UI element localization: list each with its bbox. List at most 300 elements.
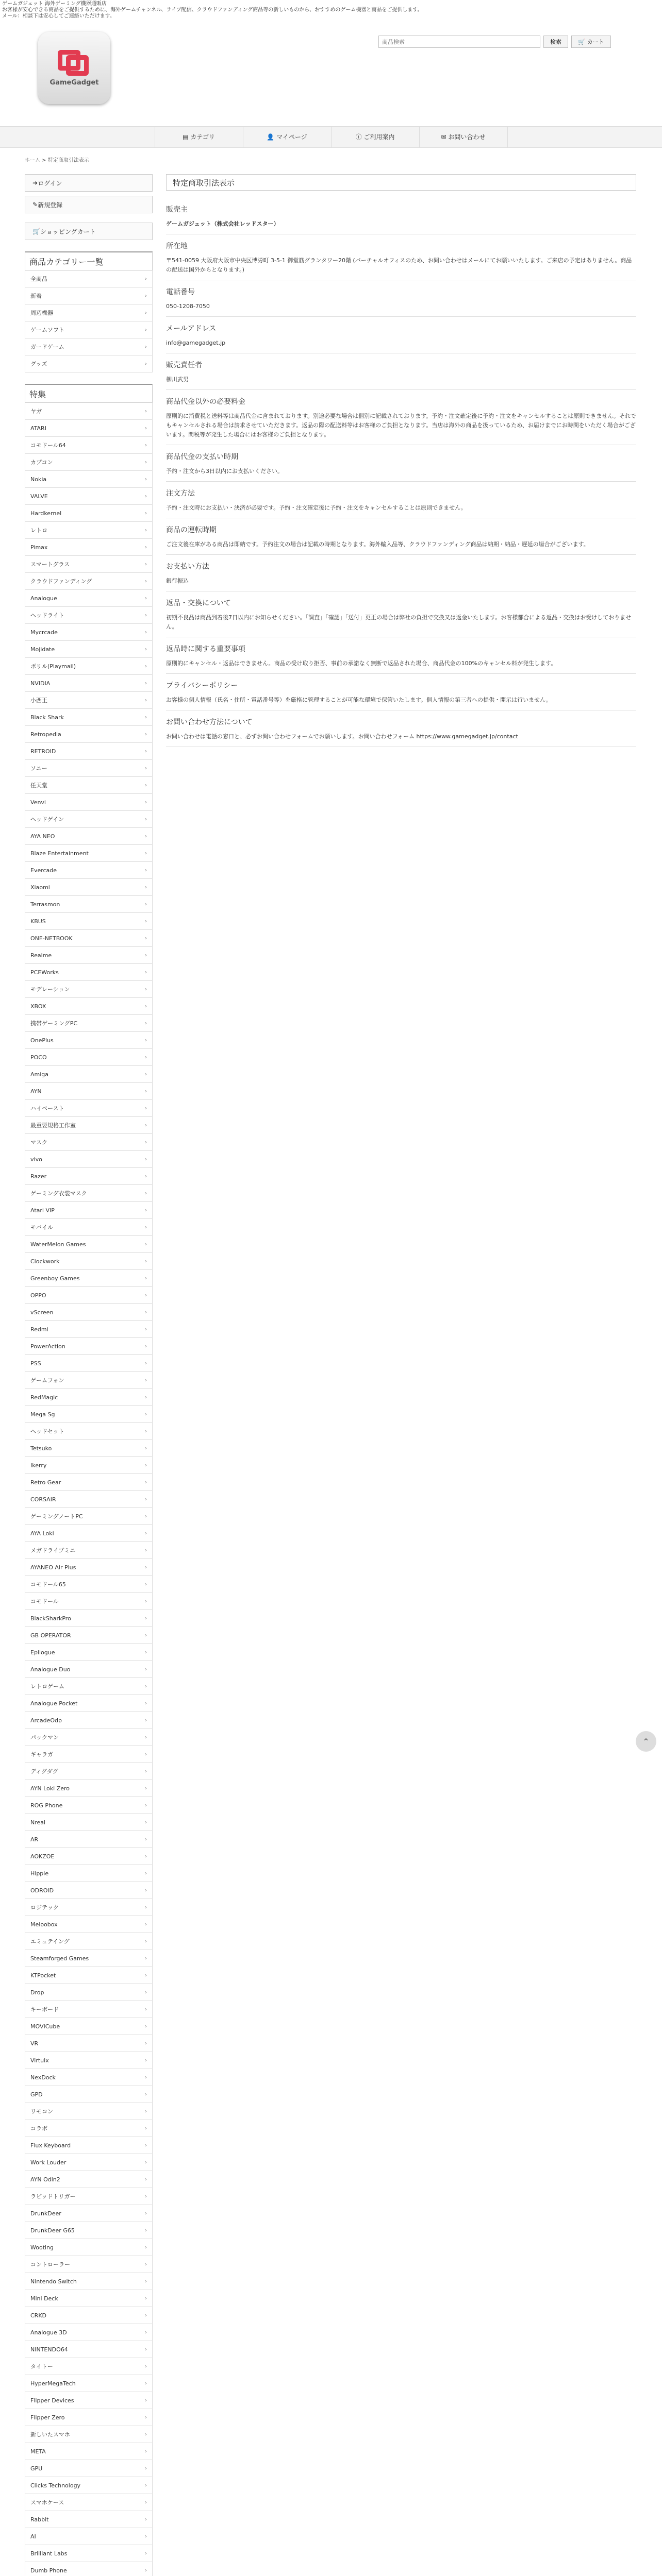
sidebar-item[interactable] [25, 2137, 153, 2154]
sidebar-item-label: モバイル [30, 1224, 53, 1231]
sidebar-item[interactable] [25, 1661, 153, 1678]
sidebar-item[interactable] [25, 2069, 153, 2086]
sidebar-item[interactable] [25, 1508, 153, 1525]
section-heading: 返品時に関する重要事項 [166, 645, 245, 653]
section-text: info@gamegadget.jp [166, 340, 226, 346]
sidebar-item[interactable] [25, 1406, 153, 1423]
chevron-right-icon: › [145, 2550, 147, 2556]
sidebar-item[interactable] [25, 1049, 153, 1066]
sidebar-item-label: コントローラー [30, 2261, 70, 2268]
law-sections [166, 198, 636, 747]
chevron-right-icon: › [145, 1717, 147, 1723]
sidebar-item-label: Epilogue [30, 1649, 55, 1656]
chevron-right-icon: › [145, 2482, 147, 2488]
chevron-right-icon: › [145, 1581, 147, 1587]
sidebar-item[interactable] [25, 2528, 153, 2545]
sidebar-item[interactable] [25, 2290, 153, 2307]
sidebar-item[interactable] [25, 1814, 153, 1831]
sidebar-item[interactable] [25, 2307, 153, 2324]
sidebar-item[interactable] [25, 556, 153, 573]
sidebar-item[interactable] [25, 709, 153, 726]
sidebar-item[interactable] [25, 2120, 153, 2137]
sidebar-item[interactable] [25, 947, 153, 964]
chevron-right-icon: › [145, 1020, 147, 1026]
sidebar-item-label: ガードゲーム [30, 344, 64, 350]
chevron-right-icon: › [145, 293, 147, 299]
chevron-right-icon: › [145, 1445, 147, 1451]
chevron-right-icon: › [145, 1207, 147, 1213]
sidebar-item[interactable] [25, 1270, 153, 1287]
section-text: 予約・注文から3日以内にお支払いください。 [166, 468, 283, 474]
chevron-right-icon: › [145, 408, 147, 414]
sidebar-item[interactable] [25, 2086, 153, 2103]
sidebar-item[interactable] [25, 304, 153, 321]
register-label: 新規登録 [38, 201, 63, 209]
chevron-right-icon: › [145, 1275, 147, 1281]
sidebar-item[interactable] [25, 692, 153, 709]
sidebar-item-label: Work Louder [30, 2159, 67, 2166]
law-section [166, 353, 636, 390]
sidebar-item-label: ROG Phone [30, 1802, 63, 1809]
sidebar-item[interactable] [25, 2545, 153, 2562]
sidebar-item-label: CORSAIR [30, 1496, 56, 1503]
sidebar-item[interactable] [25, 2222, 153, 2239]
sidebar-item[interactable] [25, 760, 153, 777]
sidebar-item-label: グッズ [30, 361, 47, 367]
chevron-right-icon: › [145, 2346, 147, 2352]
shopping-cart-button[interactable] [25, 223, 153, 240]
sidebar-item[interactable] [25, 1032, 153, 1049]
cart-button[interactable] [571, 36, 611, 48]
sidebar-item[interactable] [25, 270, 153, 287]
sidebar-item[interactable] [25, 981, 153, 998]
sidebar-item[interactable] [25, 338, 153, 355]
chevron-right-icon: › [145, 425, 147, 431]
law-section [166, 390, 636, 445]
sidebar-item[interactable] [25, 471, 153, 488]
sidebar-item[interactable] [25, 522, 153, 539]
sidebar-item[interactable] [25, 590, 153, 607]
sidebar-item-label: ヘッドゲイン [30, 816, 64, 823]
chevron-right-icon: › [145, 2074, 147, 2080]
sidebar-item[interactable] [25, 2188, 153, 2205]
sidebar-item-label: AYA NEO [30, 833, 55, 840]
sidebar-item[interactable] [25, 1984, 153, 2001]
sidebar-item-label: Clicks Technology [30, 2482, 81, 2489]
section-text: お客様の個人情報（氏名・住所・電話番号等）を厳格に管理することが可能な環境で保管いたします。個人情報の第三者への提供・開示は行いません。 [166, 697, 552, 703]
sidebar-item[interactable] [25, 2256, 153, 2273]
chevron-right-icon: › [145, 1190, 147, 1196]
sidebar-item[interactable] [25, 1440, 153, 1457]
cart-icon: 🛒 [578, 38, 585, 45]
sidebar-item-label: VALVE [30, 493, 48, 500]
sidebar-item-label: AOKZOE [30, 1853, 55, 1860]
chevron-right-icon: › [145, 1462, 147, 1468]
sidebar-item-label: Wooting [30, 2244, 54, 2251]
sidebar-item-label: Analogue Pocket [30, 1700, 78, 1707]
sidebar-item[interactable] [25, 607, 153, 624]
law-section [166, 198, 636, 234]
chevron-right-icon: › [145, 544, 147, 550]
sidebar-item[interactable] [25, 2035, 153, 2052]
sidebar-item[interactable] [25, 1338, 153, 1355]
chevron-right-icon: › [145, 1972, 147, 1978]
login-button[interactable] [25, 174, 153, 192]
sidebar-item[interactable] [25, 539, 153, 556]
chevron-right-icon: › [145, 1258, 147, 1264]
sidebar-item[interactable] [25, 845, 153, 862]
chevron-right-icon: › [145, 850, 147, 856]
page-title: 特定商取引法表示 [166, 174, 636, 191]
mail-icon: ✉ [441, 133, 449, 141]
sidebar-item[interactable] [25, 879, 153, 896]
sidebar-item[interactable] [25, 862, 153, 879]
sidebar-item[interactable] [25, 930, 153, 947]
sidebar-item[interactable] [25, 1389, 153, 1406]
sidebar-item[interactable] [25, 2375, 153, 2392]
sidebar-item[interactable] [25, 1644, 153, 1661]
sidebar-item-label: BlackSharkPro [30, 1615, 71, 1622]
top-note [2, 1, 423, 20]
chevron-right-icon: › [145, 442, 147, 448]
law-section [166, 234, 636, 280]
sidebar-item[interactable] [25, 998, 153, 1015]
sidebar-item[interactable] [25, 641, 153, 658]
seller-name: ゲームガジェット（株式会社レッドスター） [166, 221, 279, 227]
sidebar-item[interactable] [25, 1372, 153, 1389]
nav-category[interactable] [155, 127, 243, 147]
nav-guide[interactable] [331, 127, 419, 147]
chevron-right-icon: › [145, 1819, 147, 1825]
sidebar-item[interactable] [25, 1474, 153, 1491]
sidebar-item[interactable] [25, 1593, 153, 1610]
chevron-right-icon: › [145, 2006, 147, 2012]
sidebar-item[interactable] [25, 1117, 153, 1134]
chevron-right-icon: › [145, 2244, 147, 2250]
sidebar-item[interactable] [25, 1848, 153, 1865]
sidebar-item-label: Dumb Phone [30, 2567, 67, 2574]
sidebar-item-label: AYN [30, 1088, 42, 1095]
section-heading: 所在地 [166, 242, 188, 250]
sidebar-item[interactable] [25, 488, 153, 505]
sidebar-item[interactable] [25, 913, 153, 930]
section-text: 銀行振込 [166, 578, 189, 584]
chevron-right-icon: › [145, 2023, 147, 2029]
sidebar-item[interactable] [25, 1627, 153, 1644]
chevron-right-icon: › [145, 2363, 147, 2369]
sidebar-item[interactable] [25, 2494, 153, 2511]
sidebar-item-label: Evercade [30, 867, 57, 874]
sidebar-item-label: カプコン [30, 459, 53, 466]
chevron-right-icon: › [145, 2278, 147, 2284]
sidebar-item[interactable] [25, 2409, 153, 2426]
sidebar-item-label: エミュテイング [30, 1938, 70, 1945]
sidebar-item[interactable] [25, 828, 153, 845]
sidebar-item-label: Ikerry [30, 1462, 47, 1469]
sidebar-item[interactable] [25, 505, 153, 522]
chevron-right-icon: › [145, 1564, 147, 1570]
sidebar-item[interactable] [25, 454, 153, 471]
site-header [0, 0, 662, 116]
chevron-right-icon: › [145, 527, 147, 533]
chevron-right-icon: › [145, 1955, 147, 1961]
chevron-right-icon: › [145, 986, 147, 992]
chevron-right-icon: › [145, 1615, 147, 1621]
chevron-right-icon: › [145, 1802, 147, 1808]
sidebar-item-label: Retro Gear [30, 1479, 61, 1486]
sidebar-item-label: Razer [30, 1173, 47, 1180]
sidebar-item[interactable] [25, 2426, 153, 2443]
sidebar-item-label: Analogue Duo [30, 1666, 71, 1673]
sidebar-item[interactable] [25, 1882, 153, 1899]
sidebar-item[interactable] [25, 355, 153, 372]
sidebar-item[interactable] [25, 2154, 153, 2171]
sidebar-item[interactable] [25, 1202, 153, 1219]
sidebar-item[interactable] [25, 2205, 153, 2222]
sidebar-item[interactable] [25, 2443, 153, 2460]
sidebar-item[interactable] [25, 1066, 153, 1083]
sidebar-item-label: ハイベースト [30, 1105, 64, 1112]
section-text: 予約・注文時にお支払い・決済が必要です。予約・注文確定後に予約・注文をキャンセルすることは原則できません。 [166, 504, 467, 511]
sidebar-item[interactable] [25, 1933, 153, 1950]
sidebar-item[interactable] [25, 1967, 153, 1984]
sidebar-item[interactable] [25, 1950, 153, 1967]
sidebar-item-label: RedMagic [30, 1394, 58, 1401]
section-heading: 商品代金の支払い時期 [166, 453, 238, 461]
site-logo[interactable] [38, 32, 110, 104]
sidebar-item-label: 携帯ゲーミングPC [30, 1020, 78, 1027]
chevron-right-icon: › [145, 1836, 147, 1842]
sidebar-item[interactable] [25, 2341, 153, 2358]
section-text: 初期不良品は商品到着後7日以内にお知らせください。「調査」「確認」「送付」更正の場合は弊社の負担で交換又は返金いたします。お客様都合による返品・交換はお受けしておりません。 [166, 614, 632, 630]
sidebar-item-label: vScreen [30, 1309, 54, 1316]
sidebar-item-label: GPU [30, 2465, 43, 2472]
sidebar-item-label: ギャラガ [30, 1751, 53, 1758]
sidebar-item[interactable] [25, 1491, 153, 1508]
sidebar-item-label: vivo [30, 1156, 42, 1163]
chevron-right-icon: › [145, 2533, 147, 2539]
sidebar-item-label: ヘッドセット [30, 1428, 64, 1435]
sidebar-item-label: Blaze Entertainment [30, 850, 89, 857]
sidebar-item[interactable] [25, 1729, 153, 1746]
chevron-right-icon: › [145, 765, 147, 771]
chevron-right-icon: › [145, 2057, 147, 2063]
sidebar-item[interactable] [25, 1100, 153, 1117]
sidebar-item-label: AYN Loki Zero [30, 1785, 70, 1792]
chevron-right-icon: › [145, 2414, 147, 2420]
chevron-right-icon: › [145, 2261, 147, 2267]
sidebar-item[interactable] [25, 1168, 153, 1185]
main-content [166, 174, 636, 747]
sidebar-item[interactable] [25, 743, 153, 760]
sidebar-item-label: KTPocket [30, 1972, 56, 1979]
sidebar-item[interactable] [25, 287, 153, 304]
chevron-right-icon: › [145, 1734, 147, 1740]
sidebar-item[interactable] [25, 420, 153, 437]
sidebar-item[interactable] [25, 2358, 153, 2375]
register-button[interactable] [25, 196, 153, 213]
sidebar-item[interactable] [25, 1542, 153, 1559]
sidebar-item[interactable] [25, 675, 153, 692]
search-button[interactable]: 検索 [543, 36, 568, 48]
sidebar-item[interactable] [25, 2392, 153, 2409]
chevron-right-icon: › [145, 1224, 147, 1230]
sidebar-item-label: PowerAction [30, 1343, 65, 1350]
sidebar-item[interactable] [25, 964, 153, 981]
sidebar-item-label: モデレーション [30, 986, 70, 993]
chevron-right-icon: › [145, 1003, 147, 1009]
sidebar-item[interactable] [25, 624, 153, 641]
sidebar-item[interactable] [25, 403, 153, 420]
chevron-right-icon: › [145, 748, 147, 754]
sidebar-item[interactable] [25, 1559, 153, 1576]
chevron-right-icon: › [145, 595, 147, 601]
sidebar-item[interactable] [25, 1746, 153, 1763]
sidebar-item[interactable] [25, 1457, 153, 1474]
sidebar-item[interactable] [25, 1219, 153, 1236]
sidebar-item[interactable] [25, 794, 153, 811]
chevron-right-icon: › [145, 310, 147, 316]
sidebar-item-label: GB OPERATOR [30, 1632, 71, 1639]
sidebar-item[interactable] [25, 1355, 153, 1372]
chevron-right-icon: › [145, 1649, 147, 1655]
sidebar-item-label: AI [30, 2533, 36, 2540]
sidebar-item[interactable] [25, 2324, 153, 2341]
sidebar-item-label: ヘッドライト [30, 612, 64, 619]
sidebar-item[interactable] [25, 1678, 153, 1695]
sidebar-item-label: VR [30, 2040, 39, 2047]
sidebar-item[interactable] [25, 321, 153, 338]
sidebar-item-label: Mycrcade [30, 629, 58, 636]
chevron-right-icon: › [145, 1105, 147, 1111]
sidebar-item[interactable] [25, 1916, 153, 1933]
top-note-line: お客様が安心できる商品をご提供するために、海外ゲームチャンネル、ライブ配信、クラウドファンディング商品等の新しいものから、おすすめのゲーム機器と商品をご提供します。 [2, 7, 423, 13]
chevron-right-icon: › [145, 344, 147, 350]
chevron-right-icon: › [145, 816, 147, 822]
sidebar-item-label: Rabbit [30, 2516, 49, 2523]
chevron-right-icon: › [145, 2380, 147, 2386]
sidebar-item-label: コモドール [30, 1598, 59, 1605]
chevron-right-icon: › [145, 1700, 147, 1706]
nav-label: お問い合わせ [448, 133, 486, 141]
sidebar-item-label: DrunkDeer [30, 2210, 61, 2217]
chevron-right-icon: › [145, 799, 147, 805]
chevron-right-icon: › [145, 459, 147, 465]
sidebar-item[interactable] [25, 1695, 153, 1712]
search-input[interactable] [378, 36, 540, 48]
sidebar-item-label: Pimax [30, 544, 48, 551]
chevron-right-icon: › [145, 2516, 147, 2522]
chevron-right-icon: › [145, 510, 147, 516]
sidebar-item[interactable] [25, 1134, 153, 1151]
sidebar-item[interactable] [25, 1423, 153, 1440]
chevron-right-icon: › [145, 2227, 147, 2233]
sidebar-item[interactable] [25, 2239, 153, 2256]
sidebar-item[interactable] [25, 1712, 153, 1729]
sidebar-item[interactable] [25, 1899, 153, 1916]
sidebar-item[interactable] [25, 1185, 153, 1202]
chevron-right-icon: › [145, 2040, 147, 2046]
chevron-up-icon: ⌃ [642, 1736, 650, 1747]
sidebar-item[interactable] [25, 1304, 153, 1321]
sidebar-item[interactable] [25, 896, 153, 913]
chevron-right-icon: › [145, 1156, 147, 1162]
sidebar-item-label: Mojidate [30, 646, 55, 653]
sidebar-item-label: コモドール65 [30, 1581, 66, 1588]
chevron-right-icon: › [145, 2567, 147, 2573]
sidebar-item-label: Analogue 3D [30, 2329, 67, 2336]
sidebar-item[interactable] [25, 2562, 153, 2576]
law-section [166, 591, 636, 637]
sidebar-item[interactable] [25, 811, 153, 828]
top-note-line: ゲームガジェット 海外ゲーミング機器通販店 [2, 1, 107, 7]
sidebar-item[interactable] [25, 1576, 153, 1593]
category-heading: 商品カテゴリー一覧 [25, 251, 153, 270]
sidebar-item[interactable] [25, 2001, 153, 2018]
sidebar-item[interactable] [25, 2018, 153, 2035]
sidebar-item[interactable] [25, 777, 153, 794]
sidebar-item[interactable] [25, 2103, 153, 2120]
sidebar-item-label: Hardkernel [30, 510, 62, 517]
nav-contact[interactable] [419, 127, 508, 147]
sidebar-item[interactable] [25, 2460, 153, 2477]
sidebar-item[interactable] [25, 2273, 153, 2290]
sidebar-item[interactable] [25, 573, 153, 590]
sidebar-item[interactable] [25, 1831, 153, 1848]
chevron-right-icon: › [145, 561, 147, 567]
sidebar-item[interactable] [25, 2511, 153, 2528]
chevron-right-icon: › [145, 1547, 147, 1553]
sidebar-item[interactable] [25, 2052, 153, 2069]
sidebar-item[interactable] [25, 1780, 153, 1797]
nav-mypage[interactable] [243, 127, 331, 147]
sidebar-item[interactable] [25, 1083, 153, 1100]
sidebar-item[interactable] [25, 726, 153, 743]
sidebar-item-label: Hippie [30, 1870, 49, 1877]
chevron-right-icon: › [145, 1428, 147, 1434]
sidebar-item-label: ソニー [30, 765, 47, 772]
sidebar-item[interactable] [25, 1321, 153, 1338]
sidebar-item[interactable] [25, 1610, 153, 1627]
chevron-right-icon: › [145, 952, 147, 958]
sidebar-item[interactable] [25, 2477, 153, 2494]
sidebar-item[interactable] [25, 1525, 153, 1542]
sidebar-item[interactable] [25, 658, 153, 675]
chevron-right-icon: › [145, 2312, 147, 2318]
chevron-right-icon: › [145, 1785, 147, 1791]
sidebar-item[interactable] [25, 1236, 153, 1253]
sidebar-item[interactable] [25, 437, 153, 454]
chevron-right-icon: › [145, 1870, 147, 1876]
sidebar-item[interactable] [25, 1015, 153, 1032]
sidebar-item-label: ATARI [30, 425, 46, 432]
sidebar-item[interactable] [25, 2171, 153, 2188]
sidebar-item[interactable] [25, 1151, 153, 1168]
sidebar-item-label: リモコン [30, 2108, 53, 2115]
sidebar-item[interactable] [25, 1865, 153, 1882]
nav-label: カテゴリ [190, 133, 215, 141]
sidebar-item[interactable] [25, 1797, 153, 1814]
sidebar-item[interactable] [25, 1253, 153, 1270]
sidebar-item-label: Venvi [30, 799, 46, 806]
category-list [25, 270, 153, 372]
sidebar-item[interactable] [25, 1763, 153, 1780]
back-to-top-button[interactable] [636, 1731, 656, 1752]
section-heading: メールアドレス [166, 325, 217, 333]
sidebar-item-label: 小西王 [30, 697, 47, 704]
sidebar-item[interactable] [25, 1287, 153, 1304]
feature-heading: 特集 [25, 384, 153, 403]
